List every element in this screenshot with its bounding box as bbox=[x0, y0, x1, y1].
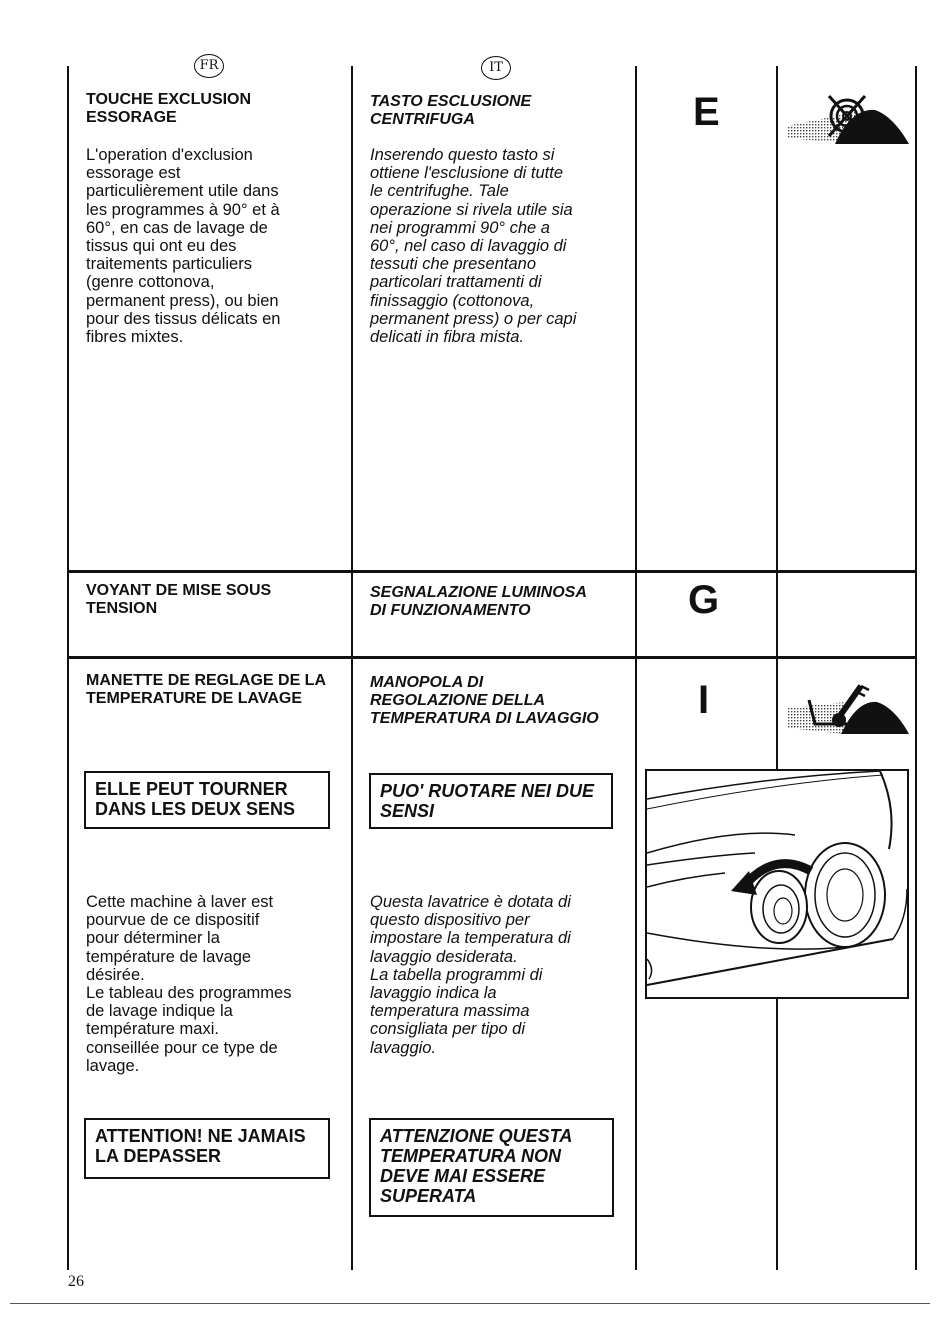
fr-warning-temperature: ATTENTION! NE JAMAIS LA DEPASSER bbox=[84, 1118, 330, 1179]
temperature-knob-icon bbox=[785, 672, 913, 736]
machine-knob-illustration bbox=[645, 769, 909, 999]
fr-text-temperature-knob: Cette machine à laver est pourvue de ce dispositif pour déterminer la température de lavage désirée. Le tableau des programmes de lavage indique la température maxi. conseillée pour ce type de lavage. bbox=[86, 893, 292, 1075]
fr-notice-rotation: ELLE PEUT TOURNER DANS LES DEUX SENS bbox=[84, 771, 330, 829]
bottom-rule bbox=[10, 1303, 930, 1304]
it-warning-temperature: ATTENZIONE QUESTA TEMPERATURA NON DEVE MAI ESSERE SUPERATA bbox=[369, 1118, 614, 1217]
it-text-temperature-knob: Questa lavatrice è dotata di questo dispositivo per impostare la temperatura di lavaggio desiderata. La tabella programmi di lavaggio indica la temperatura massima consigliata per tipo di lavaggio. bbox=[370, 893, 571, 1057]
it-notice-rotation: PUO' RUOTARE NEI DUE SENSI bbox=[369, 773, 613, 829]
it-text-spin-exclusion: Inserendo questo tasto si ottiene l'esclusione di tutte le centrifughe. Tale operazione si rivela utile sia nei programmi 90° che a 60°, nel caso di lavaggio di tessuti che presentano particolari trattamenti di finissaggio (cottonova, permanent press) o per capi delicati in fibra mista. bbox=[370, 146, 577, 347]
fr-title-spin-exclusion: TOUCHE EXCLUSION ESSORAGE bbox=[86, 91, 252, 126]
badge-fr: FR bbox=[194, 54, 224, 78]
letter-i: I bbox=[698, 678, 710, 722]
fr-title-temperature-knob: MANETTE DE REGLAGE DE LA TEMPERATURE DE LAVAGE bbox=[86, 672, 327, 707]
column-rule-1 bbox=[67, 66, 69, 1270]
column-rule-4 bbox=[776, 66, 778, 1270]
it-title-power-indicator: SEGNALAZIONE LUMINOSA DI FUNZIONAMENTO bbox=[370, 584, 587, 619]
no-spin-button-icon bbox=[785, 88, 913, 150]
it-title-temperature-knob: MANOPOLA DI REGOLAZIONE DELLA TEMPERATURA DI LAVAGGIO bbox=[370, 674, 599, 727]
it-title-spin-exclusion: TASTO ESCLUSIONE CENTRIFUGA bbox=[370, 93, 532, 128]
section-divider-1 bbox=[67, 570, 917, 573]
section-divider-2 bbox=[67, 656, 917, 659]
letter-g: G bbox=[688, 578, 720, 622]
column-rule-2 bbox=[351, 66, 353, 1270]
fr-text-spin-exclusion: L'operation d'exclusion essorage est particulièrement utile dans les programmes à 90° et à 60°, en cas de lavage de tissus qui ont eu des traitements particuliers (genre cottonova, permanent press), ou bien pour des tissus délicats en fibres mixtes. bbox=[86, 146, 281, 347]
fr-title-power-indicator: VOYANT DE MISE SOUS TENSION bbox=[86, 582, 272, 617]
column-rule-5 bbox=[915, 66, 917, 1270]
letter-e: E bbox=[693, 90, 720, 134]
badge-it: IT bbox=[481, 56, 511, 80]
page-number: 26 bbox=[68, 1273, 84, 1290]
column-rule-3 bbox=[635, 66, 637, 1270]
